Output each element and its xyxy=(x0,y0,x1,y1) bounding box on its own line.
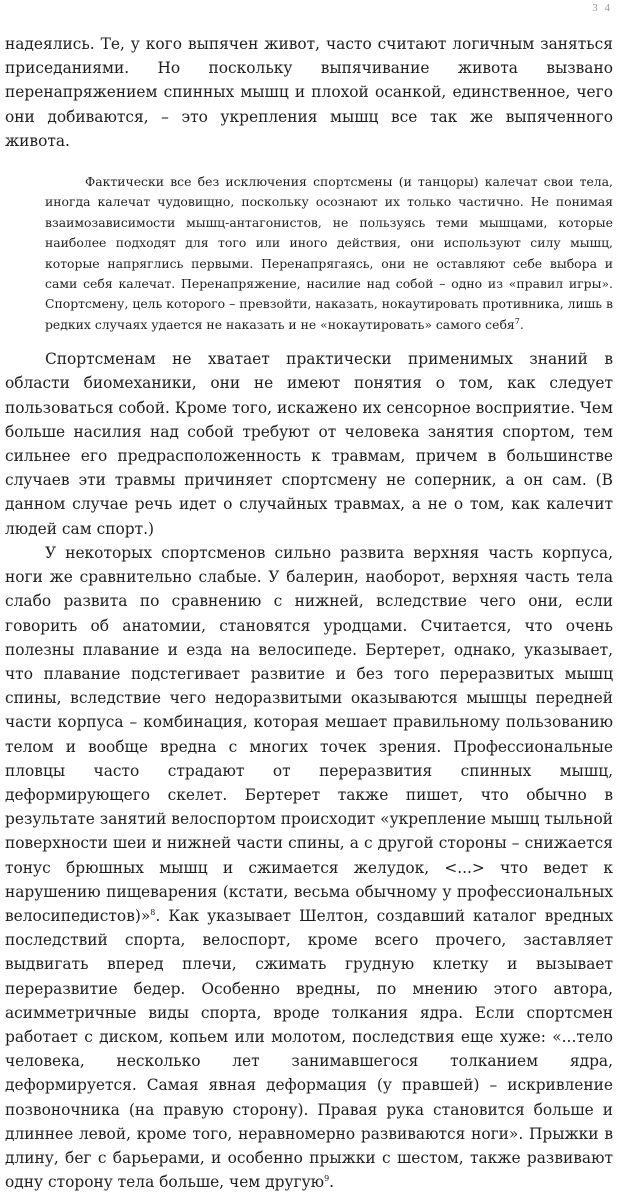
quote-text: Фактически все без исключения спортсмены (и танцоры) калечат свои тела, иногда калечат чудовищно, поскольку осознают их только частично. Не понимая взаимозависимости мышц-антагонистов, не пользуясь теми мышцами, которые наиболее подходят для того или иного действия, они используют силу мышц, которые напряглись первыми. Перенапрягаясь, они не оставляют себе выбора и сами себя калечат. Перенапряжение, насилие над собой – одно из «правил игры». Спортсмену, цель которого – превзойти, наказать, нокаутировать противника, лишь в редких случаях удается не наказать и не «нокаутировать» самого себя xyxy=(45,174,613,332)
footnote-ref-9[interactable]: 9 xyxy=(324,1174,330,1184)
paragraph-text: надеялись. Те, у кого выпячен живот, часто считают логичным заняться приседаниями. Но поскольку выпячивание живота вызвано перенапряжением спинных мышц и плохой осанкой, единственное, чего они добиваются, – это укрепления мышц все так же выпяченного живота. xyxy=(5,35,613,150)
paragraph-asymmetric-development xyxy=(5,541,613,1194)
footnote-ref-8[interactable]: 8 xyxy=(150,907,156,917)
paragraph-continuation xyxy=(5,32,613,153)
block-quote xyxy=(5,172,613,335)
paragraph-text-continued: . Как указывает Шелтон, создавший каталог вредных последствий спорта, велоспорт, кроме всего прочего, заставляет выдвигать вперед плечи, сжимать грудную клетку и вызывает переразвитие бедер. Особенно вредны, по мнению этого автора, асимметричные виды спорта, вроде толкания ядра. Если спортсмен работает с диском, копьем или молотом, последствия еще хуже: «...тело человека, несколько лет занимавшегося толканием ядра, деформируется. Самая явная деформация (у правшей) – искривление позвоночника (на правую сторону). Правая рука становится больше и длиннее левой, кроме того, неравномерно развиваются ноги». Прыжки в длину, бег с барьерами, и особенно прыжки с шестом, также развивают одну сторону тела больше, чем другую xyxy=(5,906,613,1192)
page-number: 3 4 xyxy=(592,2,612,14)
footnote-ref-7[interactable]: 7 xyxy=(514,316,520,326)
paragraph-text: У некоторых спортсменов сильно развита верхняя часть корпуса, ноги же сравнительно слабые. У балерин, наоборот, верхняя часть тела слабо развита по сравнению с нижней, вследствие чего они, если говорить об анатомии, становятся уродцами. Считается, что очень полезны плавание и езда на велосипеде. Бертерет, однако, указывает, что плавание подстегивает развитие и без того переразвитых мышц спины, вследствие чего недоразвитыми оказываются мышцы передней части корпуса – комбинация, которая мешает правильному пользованию телом и вообще вредна с многих точек зрения. Профессиональные пловцы часто страдают от переразвития спинных мышц, деформирующего скелет. Бертерет также пишет, что обычно в результате занятий велоспортом происходит «укрепление мышц тыльной поверхности шеи и нижней части спины, а с другой стороны – снижается тонус брюшных мышц и сжимается желудок, <...> что ведет к нарушению пищеварения (кстати, весьма обычному у профессиональных велосипедистов)» xyxy=(5,543,613,925)
paragraph-text: Спортсменам не хватает практически применимых знаний в области биомеханики, они не имеют понятия о том, как следует пользоваться собой. Кроме того, искажено их сенсорное восприятие. Чем больше насилия над собой требуют от человека занятия спортом, тем сильнее его предрасположенность к травмам, причем в большинстве случаев эти травмы причиняет спортсмену не соперник, а он сам. (В данном случае речь идет о случайных травмах, а не о том, как калечит людей сам спорт.) xyxy=(5,350,613,538)
quote-paragraph: Фактически все без исключения спортсмены (и танцоры) калечат свои тела, иногда калечат чудовищно, поскольку осознают их только частично. Не понимая взаимозависимости мышц-антагонистов, не пользуясь теми мышцами, которые наиболее подходят для того или иного действия, они используют силу мышц, которые напряглись первыми. Перенапрягаясь, они не оставляют себе выбора и сами себя калечат. Перенапряжение, насилие над собой – одно из «правил игры». Спортсмену, цель которого – превзойти, наказать, нокаутировать противника, лишь в редких случаях удается не наказать и не «нокаутировать» самого себя$^7$. xyxy=(45,174,613,332)
paragraph-end: . xyxy=(329,1173,335,1192)
paragraph-athletes-biomechanics xyxy=(5,347,613,541)
page-body xyxy=(5,32,613,1194)
